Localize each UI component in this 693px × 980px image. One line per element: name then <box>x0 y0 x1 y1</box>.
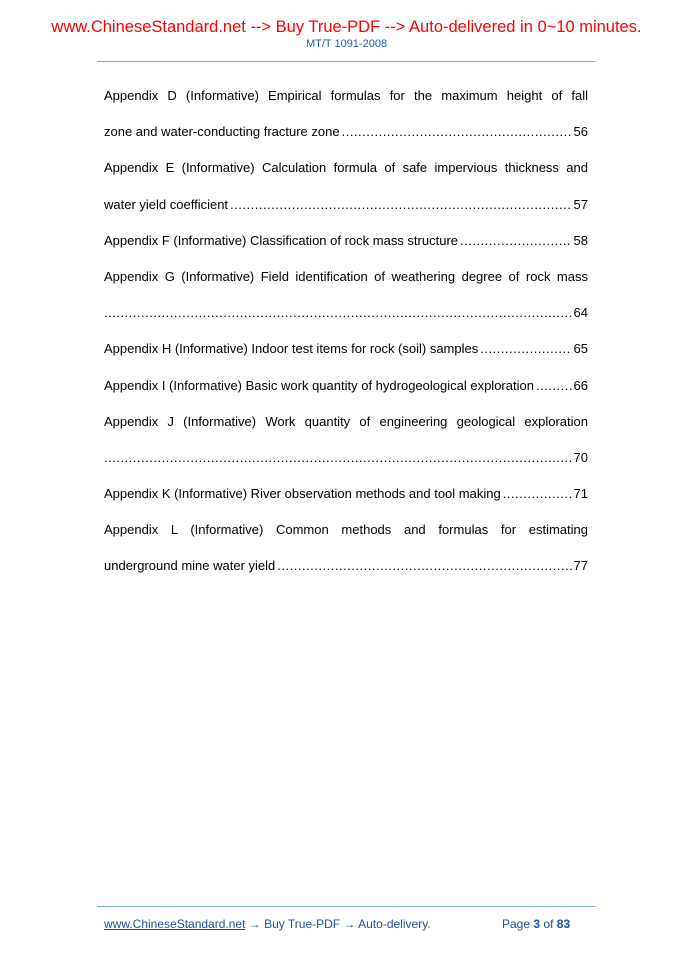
standard-code: MT/T 1091-2008 <box>305 38 388 50</box>
auto-delivery-text: Auto-delivery. <box>358 917 431 931</box>
table-of-contents <box>104 84 588 591</box>
dot-leader <box>277 554 571 578</box>
toc-entry-i[interactable] <box>104 374 588 410</box>
toc-line <box>104 156 588 192</box>
dot-leader <box>342 120 572 144</box>
page-label: Page <box>502 917 531 931</box>
toc-entry-d-title[interactable]: Appendix D (Informative) Empirical formulas for the maximum height of fall <box>104 88 588 103</box>
toc-page-number: 70 <box>573 449 588 465</box>
toc-line <box>104 410 588 446</box>
toc-page-number: 64 <box>573 305 588 321</box>
dot-leader <box>104 301 572 325</box>
toc-entry-text: water yield coefficient <box>104 196 229 212</box>
page-current: 3 <box>533 917 541 931</box>
toc-entry-d[interactable] <box>104 120 588 156</box>
page-indicator <box>502 917 570 931</box>
page-total: 83 <box>556 917 571 931</box>
toc-page-number: 77 <box>573 558 588 574</box>
toc-entry-text: Appendix H (Informative) Indoor test items for rock (soil) samples <box>104 341 479 357</box>
toc-entry-l[interactable] <box>104 554 588 590</box>
arrow-right-icon: → <box>343 917 356 931</box>
footer-links <box>104 917 431 931</box>
toc-entry-g[interactable] <box>104 301 588 337</box>
toc-entry-k[interactable] <box>104 482 588 518</box>
toc-entry-j[interactable] <box>104 446 588 482</box>
toc-entry-e-title[interactable]: Appendix E (Informative) Calculation formula of safe impervious thickness and <box>104 160 588 176</box>
site-link[interactable]: www.ChineseStandard.net <box>104 917 246 931</box>
toc-entry-f[interactable] <box>104 229 588 265</box>
promo-banner[interactable]: www.ChineseStandard.net --> Buy True-PDF --> Auto-delivered in 0~10 minutes. <box>51 18 642 36</box>
dot-leader <box>536 374 572 398</box>
arrow-right-icon: → <box>248 917 261 931</box>
toc-entry-text: underground mine water yield <box>104 558 276 574</box>
dot-leader <box>480 337 571 361</box>
of-label: of <box>543 917 554 931</box>
toc-page-number: 65 <box>573 341 588 357</box>
toc-entry-l-title[interactable]: Appendix L (Informative) Common methods and formulas for estimating <box>104 522 588 538</box>
toc-entry-j-title[interactable]: Appendix J (Informative) Work quantity of engineering geological exploration <box>104 413 588 429</box>
toc-entry-text: zone and water-conducting fracture zone <box>104 124 340 140</box>
toc-page-number: 66 <box>573 377 588 393</box>
buy-pdf-link[interactable]: Buy True-PDF <box>264 917 341 931</box>
toc-page-number: 57 <box>573 196 588 212</box>
footer-divider <box>97 906 595 907</box>
toc-page-number: 58 <box>573 232 588 248</box>
dot-leader <box>104 446 572 470</box>
toc-entry-text: Appendix I (Informative) Basic work quantity of hydrogeological exploration <box>104 377 534 393</box>
header-divider <box>97 61 595 62</box>
toc-line <box>104 265 588 301</box>
toc-entry-h[interactable] <box>104 337 588 373</box>
toc-line <box>104 518 588 554</box>
toc-entry-g-title[interactable]: Appendix G (Informative) Field identification of weathering degree of rock mass <box>104 268 588 284</box>
dot-leader <box>503 482 572 506</box>
toc-entry-e[interactable] <box>104 193 588 229</box>
toc-page-number: 71 <box>573 486 588 502</box>
toc-entry-text: Appendix F (Informative) Classification of rock mass structure <box>104 232 459 248</box>
toc-line <box>104 84 588 120</box>
dot-leader <box>230 193 571 217</box>
dot-leader <box>460 229 572 253</box>
toc-entry-text: Appendix K (Informative) River observation methods and tool making <box>104 486 501 502</box>
toc-page-number: 56 <box>573 124 588 140</box>
